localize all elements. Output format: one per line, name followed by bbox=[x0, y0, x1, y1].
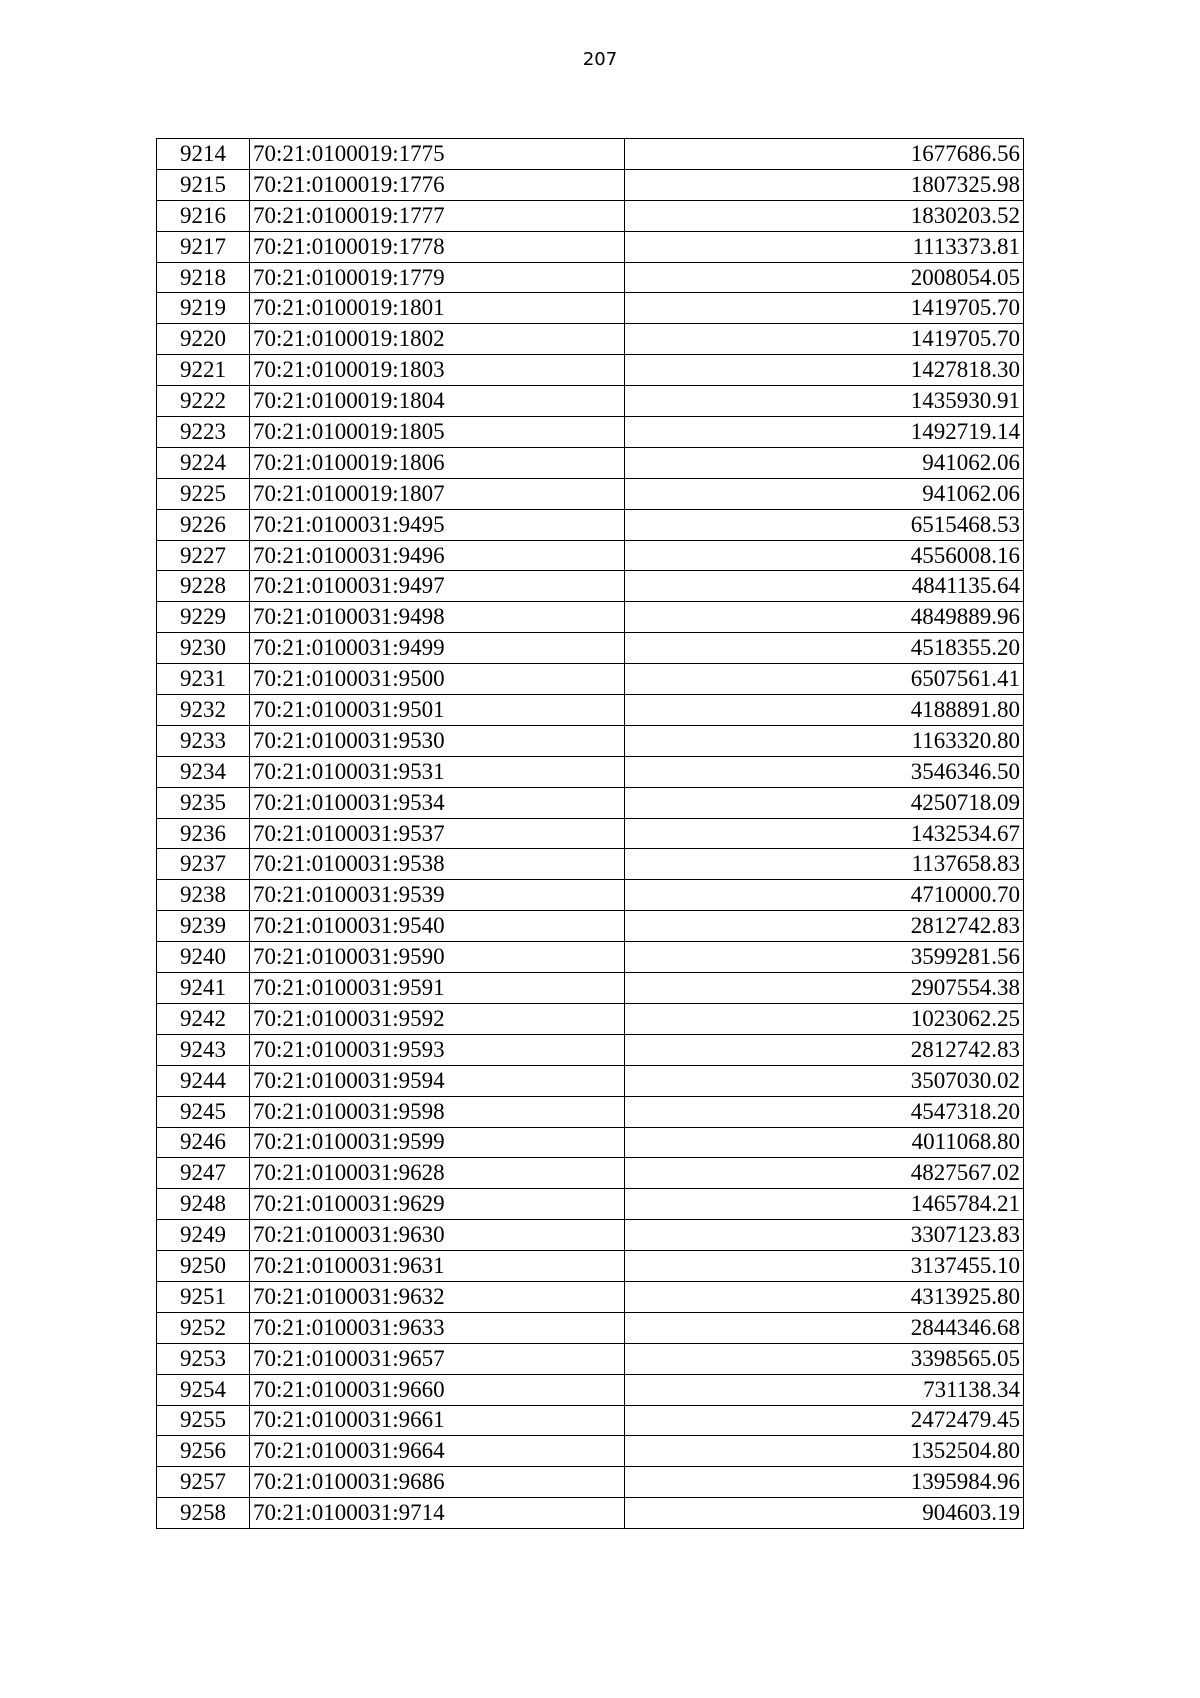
cadastral-value-cell: 941062.06 bbox=[625, 478, 1024, 509]
cadastral-value-cell: 1427818.30 bbox=[625, 355, 1024, 386]
cadastral-number-cell: 70:21:0100031:9628 bbox=[250, 1158, 625, 1189]
row-number-cell: 9215 bbox=[157, 169, 250, 200]
table-row bbox=[157, 1065, 1024, 1096]
cadastral-number-cell: 70:21:0100031:9591 bbox=[250, 973, 625, 1004]
row-number-cell: 9242 bbox=[157, 1003, 250, 1034]
cadastral-value-cell: 4547318.20 bbox=[625, 1096, 1024, 1127]
table-row bbox=[157, 1220, 1024, 1251]
row-number-cell: 9229 bbox=[157, 602, 250, 633]
cadastral-value-cell: 2844346.68 bbox=[625, 1312, 1024, 1343]
cadastral-value-cell: 2812742.83 bbox=[625, 1034, 1024, 1065]
cadastral-value-cell: 1395984.96 bbox=[625, 1467, 1024, 1498]
page-number: 207 bbox=[582, 49, 618, 70]
table-row bbox=[157, 695, 1024, 726]
cadastral-value-cell: 1137658.83 bbox=[625, 849, 1024, 880]
cadastral-number-cell: 70:21:0100031:9598 bbox=[250, 1096, 625, 1127]
cadastral-value-cell: 3137455.10 bbox=[625, 1251, 1024, 1282]
cadastral-number-cell: 70:21:0100031:9660 bbox=[250, 1374, 625, 1405]
row-number-cell: 9233 bbox=[157, 725, 250, 756]
row-number-cell: 9237 bbox=[157, 849, 250, 880]
cadastral-value-cell: 4313925.80 bbox=[625, 1281, 1024, 1312]
cadastral-number-cell: 70:21:0100031:9537 bbox=[250, 818, 625, 849]
table-body bbox=[157, 139, 1024, 1529]
cadastral-value-cell: 1830203.52 bbox=[625, 200, 1024, 231]
cadastral-value-cell: 2008054.05 bbox=[625, 262, 1024, 293]
cadastral-number-cell: 70:21:0100031:9539 bbox=[250, 880, 625, 911]
cadastral-value-cell: 1419705.70 bbox=[625, 324, 1024, 355]
table-row bbox=[157, 571, 1024, 602]
table-row bbox=[157, 602, 1024, 633]
table-row bbox=[157, 324, 1024, 355]
cadastral-value-cell: 4849889.96 bbox=[625, 602, 1024, 633]
row-number-cell: 9241 bbox=[157, 973, 250, 1004]
cadastral-number-cell: 70:21:0100031:9664 bbox=[250, 1436, 625, 1467]
row-number-cell: 9230 bbox=[157, 633, 250, 664]
table-row bbox=[157, 355, 1024, 386]
table-row bbox=[157, 293, 1024, 324]
cadastral-number-cell: 70:21:0100031:9657 bbox=[250, 1343, 625, 1374]
row-number-cell: 9219 bbox=[157, 293, 250, 324]
row-number-cell: 9255 bbox=[157, 1405, 250, 1436]
cadastral-number-cell: 70:21:0100019:1802 bbox=[250, 324, 625, 355]
cadastral-number-cell: 70:21:0100031:9531 bbox=[250, 756, 625, 787]
cadastral-number-cell: 70:21:0100031:9496 bbox=[250, 540, 625, 571]
cadastral-number-cell: 70:21:0100019:1805 bbox=[250, 417, 625, 448]
row-number-cell: 9246 bbox=[157, 1127, 250, 1158]
cadastral-value-cell: 2812742.83 bbox=[625, 911, 1024, 942]
cadastral-value-table bbox=[156, 138, 1024, 1529]
table-row bbox=[157, 262, 1024, 293]
cadastral-number-cell: 70:21:0100019:1776 bbox=[250, 169, 625, 200]
table-row bbox=[157, 200, 1024, 231]
cadastral-value-cell: 4250718.09 bbox=[625, 787, 1024, 818]
row-number-cell: 9216 bbox=[157, 200, 250, 231]
cadastral-value-cell: 1435930.91 bbox=[625, 386, 1024, 417]
cadastral-value-cell: 3307123.83 bbox=[625, 1220, 1024, 1251]
table-row bbox=[157, 169, 1024, 200]
table-row bbox=[157, 880, 1024, 911]
cadastral-value-cell: 904603.19 bbox=[625, 1498, 1024, 1529]
row-number-cell: 9227 bbox=[157, 540, 250, 571]
cadastral-number-cell: 70:21:0100031:9633 bbox=[250, 1312, 625, 1343]
row-number-cell: 9257 bbox=[157, 1467, 250, 1498]
cadastral-value-cell: 2472479.45 bbox=[625, 1405, 1024, 1436]
cadastral-number-cell: 70:21:0100031:9630 bbox=[250, 1220, 625, 1251]
row-number-cell: 9245 bbox=[157, 1096, 250, 1127]
table-row bbox=[157, 139, 1024, 170]
cadastral-value-cell: 1492719.14 bbox=[625, 417, 1024, 448]
cadastral-value-cell: 3398565.05 bbox=[625, 1343, 1024, 1374]
cadastral-number-cell: 70:21:0100031:9661 bbox=[250, 1405, 625, 1436]
cadastral-number-cell: 70:21:0100019:1807 bbox=[250, 478, 625, 509]
row-number-cell: 9244 bbox=[157, 1065, 250, 1096]
cadastral-value-cell: 6515468.53 bbox=[625, 509, 1024, 540]
cadastral-value-cell: 3546346.50 bbox=[625, 756, 1024, 787]
cadastral-value-cell: 941062.06 bbox=[625, 447, 1024, 478]
cadastral-number-cell: 70:21:0100031:9631 bbox=[250, 1251, 625, 1282]
cadastral-value-cell: 4011068.80 bbox=[625, 1127, 1024, 1158]
row-number-cell: 9254 bbox=[157, 1374, 250, 1405]
cadastral-value-cell: 4841135.64 bbox=[625, 571, 1024, 602]
row-number-cell: 9235 bbox=[157, 787, 250, 818]
table-row bbox=[157, 1251, 1024, 1282]
table-row bbox=[157, 386, 1024, 417]
row-number-cell: 9231 bbox=[157, 664, 250, 695]
cadastral-number-cell: 70:21:0100019:1803 bbox=[250, 355, 625, 386]
table-row bbox=[157, 417, 1024, 448]
row-number-cell: 9225 bbox=[157, 478, 250, 509]
table-row bbox=[157, 1498, 1024, 1529]
cadastral-value-cell: 1113373.81 bbox=[625, 231, 1024, 262]
cadastral-number-cell: 70:21:0100019:1779 bbox=[250, 262, 625, 293]
table-row bbox=[157, 447, 1024, 478]
table-row bbox=[157, 1189, 1024, 1220]
row-number-cell: 9218 bbox=[157, 262, 250, 293]
row-number-cell: 9258 bbox=[157, 1498, 250, 1529]
row-number-cell: 9214 bbox=[157, 139, 250, 170]
row-number-cell: 9234 bbox=[157, 756, 250, 787]
row-number-cell: 9228 bbox=[157, 571, 250, 602]
table-row bbox=[157, 1003, 1024, 1034]
cadastral-number-cell: 70:21:0100031:9540 bbox=[250, 911, 625, 942]
cadastral-number-cell: 70:21:0100019:1806 bbox=[250, 447, 625, 478]
cadastral-value-cell: 1163320.80 bbox=[625, 725, 1024, 756]
table-row bbox=[157, 1281, 1024, 1312]
table-row bbox=[157, 942, 1024, 973]
row-number-cell: 9226 bbox=[157, 509, 250, 540]
cadastral-value-cell: 1677686.56 bbox=[625, 139, 1024, 170]
table-row bbox=[157, 1405, 1024, 1436]
cadastral-number-cell: 70:21:0100031:9499 bbox=[250, 633, 625, 664]
row-number-cell: 9220 bbox=[157, 324, 250, 355]
row-number-cell: 9224 bbox=[157, 447, 250, 478]
row-number-cell: 9217 bbox=[157, 231, 250, 262]
cadastral-number-cell: 70:21:0100031:9593 bbox=[250, 1034, 625, 1065]
cadastral-number-cell: 70:21:0100019:1804 bbox=[250, 386, 625, 417]
table-row bbox=[157, 818, 1024, 849]
row-number-cell: 9221 bbox=[157, 355, 250, 386]
cadastral-number-cell: 70:21:0100031:9629 bbox=[250, 1189, 625, 1220]
table-row bbox=[157, 231, 1024, 262]
cadastral-number-cell: 70:21:0100031:9590 bbox=[250, 942, 625, 973]
table-row bbox=[157, 1467, 1024, 1498]
cadastral-number-cell: 70:21:0100031:9500 bbox=[250, 664, 625, 695]
row-number-cell: 9240 bbox=[157, 942, 250, 973]
cadastral-number-cell: 70:21:0100031:9495 bbox=[250, 509, 625, 540]
cadastral-value-cell: 1807325.98 bbox=[625, 169, 1024, 200]
table-row bbox=[157, 633, 1024, 664]
table-row bbox=[157, 1158, 1024, 1189]
row-number-cell: 9253 bbox=[157, 1343, 250, 1374]
row-number-cell: 9252 bbox=[157, 1312, 250, 1343]
row-number-cell: 9223 bbox=[157, 417, 250, 448]
cadastral-number-cell: 70:21:0100031:9497 bbox=[250, 571, 625, 602]
table-row bbox=[157, 1127, 1024, 1158]
table-row bbox=[157, 1034, 1024, 1065]
cadastral-number-cell: 70:21:0100031:9632 bbox=[250, 1281, 625, 1312]
cadastral-number-cell: 70:21:0100019:1777 bbox=[250, 200, 625, 231]
row-number-cell: 9222 bbox=[157, 386, 250, 417]
cadastral-number-cell: 70:21:0100031:9594 bbox=[250, 1065, 625, 1096]
row-number-cell: 9251 bbox=[157, 1281, 250, 1312]
cadastral-number-cell: 70:21:0100019:1775 bbox=[250, 139, 625, 170]
cadastral-number-cell: 70:21:0100031:9534 bbox=[250, 787, 625, 818]
row-number-cell: 9238 bbox=[157, 880, 250, 911]
cadastral-value-cell: 1419705.70 bbox=[625, 293, 1024, 324]
table-row bbox=[157, 509, 1024, 540]
cadastral-value-cell: 1432534.67 bbox=[625, 818, 1024, 849]
table-row bbox=[157, 540, 1024, 571]
cadastral-number-cell: 70:21:0100019:1778 bbox=[250, 231, 625, 262]
table-row bbox=[157, 1312, 1024, 1343]
cadastral-number-cell: 70:21:0100019:1801 bbox=[250, 293, 625, 324]
cadastral-value-cell: 4710000.70 bbox=[625, 880, 1024, 911]
table-row bbox=[157, 1343, 1024, 1374]
table-row bbox=[157, 911, 1024, 942]
row-number-cell: 9239 bbox=[157, 911, 250, 942]
cadastral-number-cell: 70:21:0100031:9498 bbox=[250, 602, 625, 633]
table-row bbox=[157, 1096, 1024, 1127]
table-row bbox=[157, 478, 1024, 509]
row-number-cell: 9236 bbox=[157, 818, 250, 849]
table-row bbox=[157, 664, 1024, 695]
cadastral-number-cell: 70:21:0100031:9592 bbox=[250, 1003, 625, 1034]
cadastral-value-cell: 4188891.80 bbox=[625, 695, 1024, 726]
cadastral-value-cell: 4556008.16 bbox=[625, 540, 1024, 571]
table-row bbox=[157, 756, 1024, 787]
cadastral-number-cell: 70:21:0100031:9501 bbox=[250, 695, 625, 726]
row-number-cell: 9250 bbox=[157, 1251, 250, 1282]
row-number-cell: 9249 bbox=[157, 1220, 250, 1251]
cadastral-value-cell: 1023062.25 bbox=[625, 1003, 1024, 1034]
cadastral-value-cell: 4518355.20 bbox=[625, 633, 1024, 664]
cadastral-value-cell: 3599281.56 bbox=[625, 942, 1024, 973]
cadastral-number-cell: 70:21:0100031:9599 bbox=[250, 1127, 625, 1158]
cadastral-value-cell: 4827567.02 bbox=[625, 1158, 1024, 1189]
cadastral-number-cell: 70:21:0100031:9530 bbox=[250, 725, 625, 756]
cadastral-number-cell: 70:21:0100031:9714 bbox=[250, 1498, 625, 1529]
table-row bbox=[157, 1374, 1024, 1405]
cadastral-value-cell: 6507561.41 bbox=[625, 664, 1024, 695]
table-row bbox=[157, 849, 1024, 880]
table-row bbox=[157, 973, 1024, 1004]
row-number-cell: 9232 bbox=[157, 695, 250, 726]
row-number-cell: 9243 bbox=[157, 1034, 250, 1065]
cadastral-value-cell: 731138.34 bbox=[625, 1374, 1024, 1405]
row-number-cell: 9248 bbox=[157, 1189, 250, 1220]
cadastral-value-cell: 1352504.80 bbox=[625, 1436, 1024, 1467]
table-row bbox=[157, 787, 1024, 818]
table-row bbox=[157, 1436, 1024, 1467]
cadastral-value-cell: 3507030.02 bbox=[625, 1065, 1024, 1096]
cadastral-number-cell: 70:21:0100031:9538 bbox=[250, 849, 625, 880]
cadastral-number-cell: 70:21:0100031:9686 bbox=[250, 1467, 625, 1498]
row-number-cell: 9256 bbox=[157, 1436, 250, 1467]
cadastral-value-cell: 1465784.21 bbox=[625, 1189, 1024, 1220]
table-row bbox=[157, 725, 1024, 756]
row-number-cell: 9247 bbox=[157, 1158, 250, 1189]
cadastral-value-cell: 2907554.38 bbox=[625, 973, 1024, 1004]
